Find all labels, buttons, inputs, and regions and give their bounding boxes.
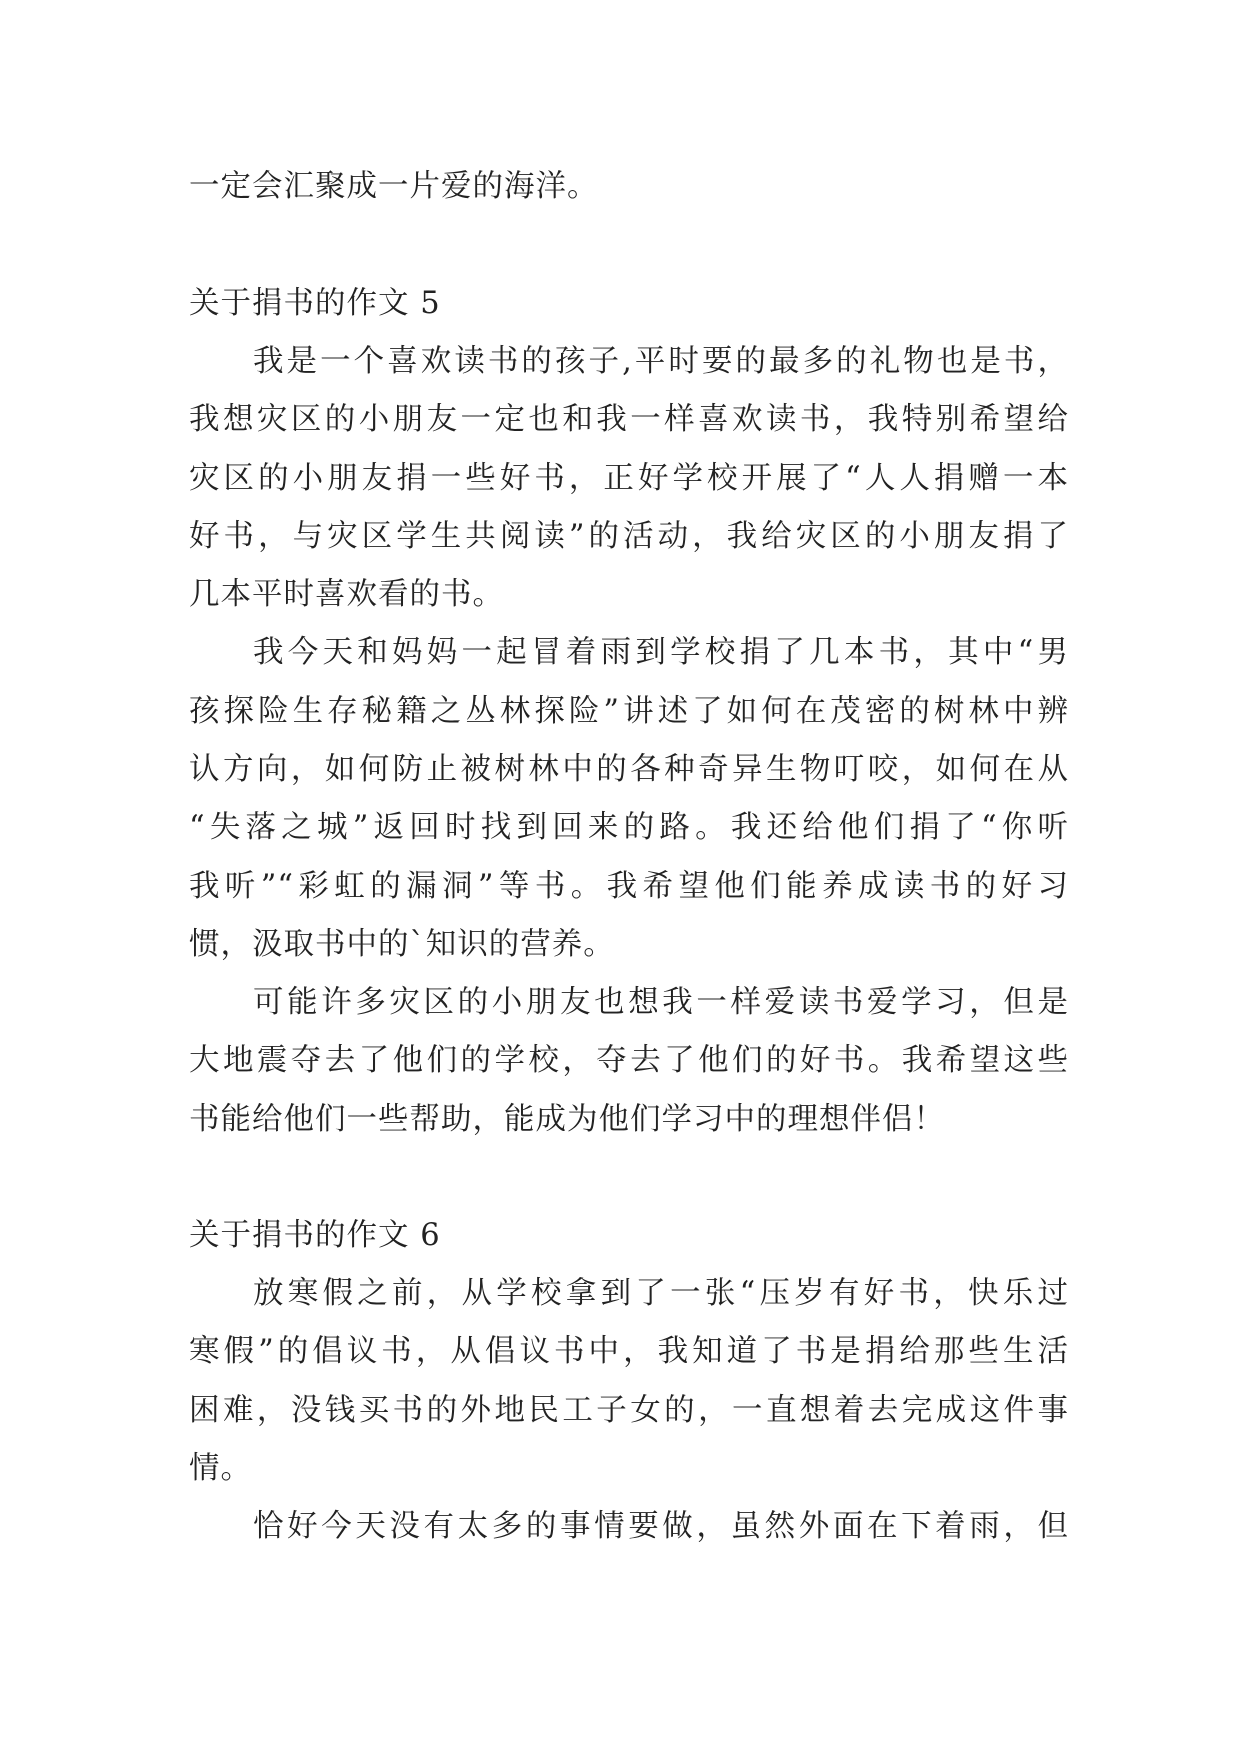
paragraph-line: 大地震夺去了他们的学校，夺去了他们的好书。我希望这些 <box>189 1043 1069 1078</box>
paragraph-line: 放寒假之前，从学校拿到了一张“压岁有好书，快乐过 <box>253 1276 1069 1311</box>
paragraph-line: 恰好今天没有太多的事情要做，虽然外面在下着雨，但 <box>253 1509 1069 1544</box>
paragraph-line: 我听”“彩虹的漏洞”等书。我希望他们能养成读书的好习 <box>189 869 1069 904</box>
section-heading-6: 关于捐书的作文 6 <box>189 1218 441 1253</box>
paragraph-line: “失落之城”返回时找到回来的路。我还给他们捐了“你听 <box>189 810 1069 845</box>
paragraph-line: 惯，汲取书中的`知识的营养。 <box>189 927 615 962</box>
paragraph-line: 一定会汇聚成一片爱的海洋。 <box>189 169 599 204</box>
paragraph-line: 我是一个喜欢读书的孩子,平时要的最多的礼物也是书， <box>253 344 1069 379</box>
paragraph-line: 书能给他们一些帮助，能成为他们学习中的理想伴侣！ <box>189 1102 945 1137</box>
paragraph-line: 情。 <box>189 1451 252 1486</box>
paragraph-line: 我想灾区的小朋友一定也和我一样喜欢读书，我特别希望给 <box>189 402 1069 437</box>
paragraph-line: 孩探险生存秘籍之丛林探险”讲述了如何在茂密的树林中辨 <box>189 694 1069 729</box>
paragraph-line: 几本平时喜欢看的书。 <box>189 577 504 612</box>
paragraph-line: 可能许多灾区的小朋友也想我一样爱读书爱学习，但是 <box>253 985 1069 1020</box>
paragraph-line: 好书，与灾区学生共阅读”的活动，我给灾区的小朋友捐了 <box>189 519 1069 554</box>
paragraph-line: 寒假”的倡议书，从倡议书中，我知道了书是捐给那些生活 <box>189 1334 1069 1369</box>
paragraph-line: 我今天和妈妈一起冒着雨到学校捐了几本书，其中“男 <box>253 635 1069 670</box>
paragraph-line: 灾区的小朋友捐一些好书，正好学校开展了“人人捐赠一本 <box>189 461 1069 496</box>
section-heading-5: 关于捐书的作文 5 <box>189 286 441 321</box>
paragraph-line: 困难，没钱买书的外地民工子女的，一直想着去完成这件事 <box>189 1393 1069 1428</box>
paragraph-line: 认方向，如何防止被树林中的各种奇异生物叮咬，如何在从 <box>189 752 1069 787</box>
